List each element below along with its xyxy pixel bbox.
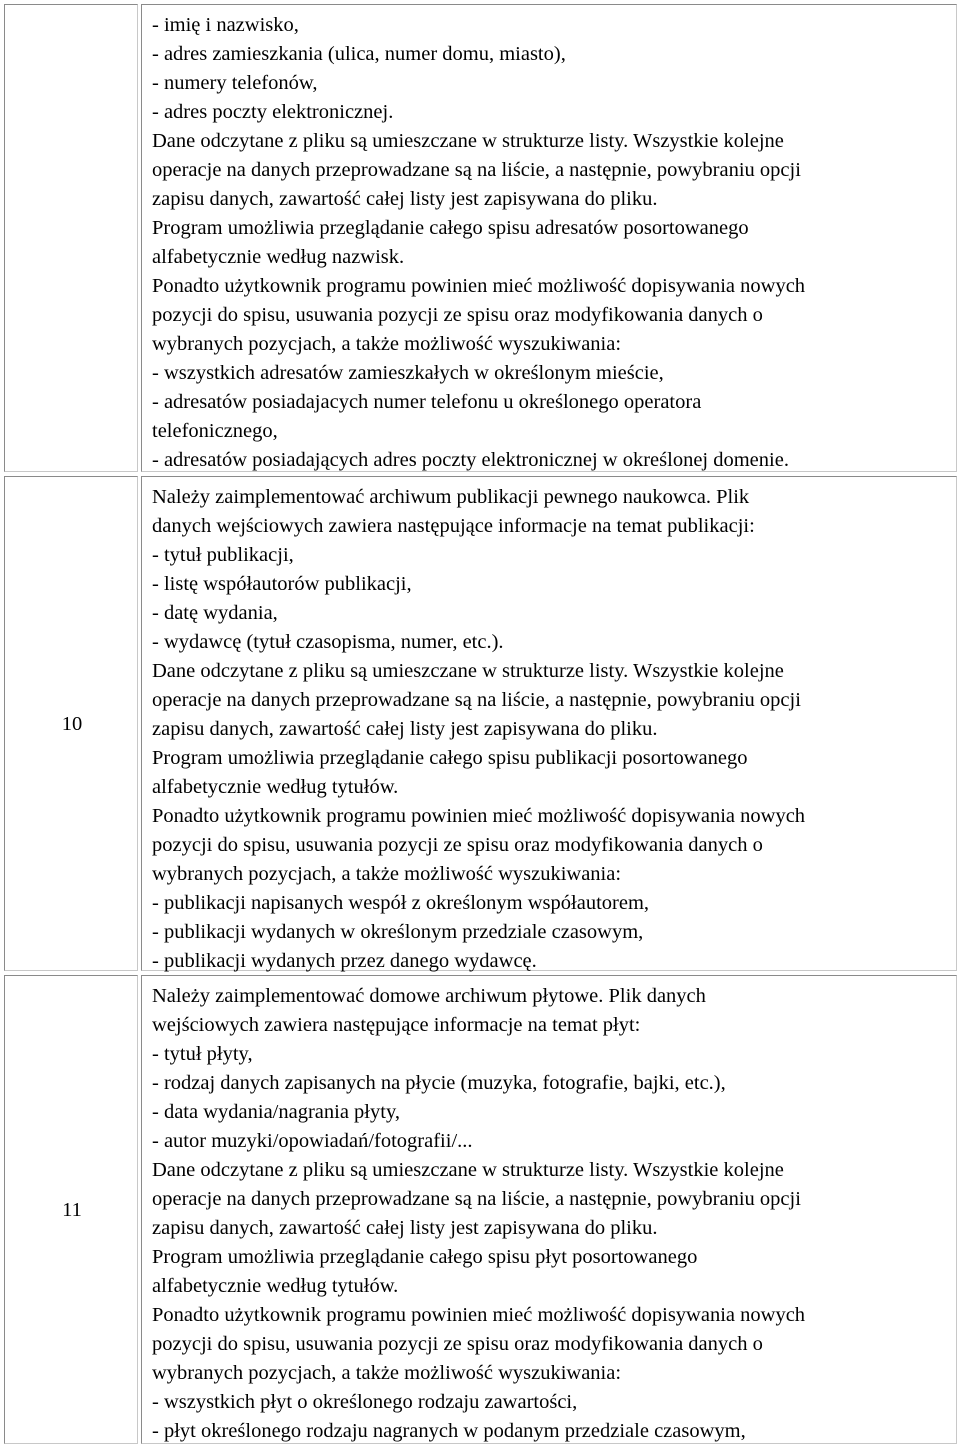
text-line: wybranych pozycjach, a także możliwość wyszukiwania: — [152, 1362, 622, 1384]
table-row — [0, 476, 960, 971]
text-line: wejściowych zawiera następujące informacje na temat płyt: — [152, 1014, 641, 1036]
text-line: pozycji do spisu, usuwania pozycji ze spisu oraz modyfikowania danych o — [152, 304, 763, 326]
text-line: - autor muzyki/opowiadań/fotografii/... — [152, 1130, 473, 1152]
text-line: Należy zaimplementować archiwum publikacji pewnego naukowca. Plik — [152, 486, 750, 508]
text-line: Ponadto użytkownik programu powinien mieć możliwość dopisywania nowych — [152, 805, 806, 827]
text-line: Program umożliwia przeglądanie całego spisu publikacji posortowanego — [152, 747, 748, 769]
text-line: alfabetycznie według tytułów. — [152, 1275, 399, 1297]
text-line: Dane odczytane z pliku są umieszczane w strukturze listy. Wszystkie kolejne — [152, 1159, 784, 1181]
table-row — [0, 4, 960, 472]
table-row — [0, 975, 960, 1444]
row-number: 11 — [62, 1199, 82, 1221]
row-number-cell — [4, 4, 138, 472]
text-line: danych wejściowych zawiera następujące informacje na temat publikacji: — [152, 515, 755, 537]
text-line: Program umożliwia przeglądanie całego spisu adresatów posortowanego — [152, 217, 749, 239]
description-cell — [141, 975, 957, 1444]
description-lines — [152, 483, 805, 976]
text-line: Ponadto użytkownik programu powinien mieć możliwość dopisywania nowych — [152, 1304, 806, 1326]
text-line: Należy zaimplementować domowe archiwum płytowe. Plik danych — [152, 985, 706, 1007]
text-line: operacje na danych przeprowadzane są na liście, a następnie, powybraniu opcji — [152, 1188, 801, 1210]
text-line: - imię i nazwisko, — [152, 14, 299, 36]
text-line: - rodzaj danych zapisanych na płycie (muzyka, fotografie, bajki, etc.), — [152, 1072, 726, 1094]
description-cell — [141, 476, 957, 971]
text-line: - adres poczty elektronicznej. — [152, 101, 394, 123]
text-line: - publikacji napisanych wespół z określonym współautorem, — [152, 892, 650, 914]
text-line: - listę współautorów publikacji, — [152, 573, 412, 595]
text-line: operacje na danych przeprowadzane są na liście, a następnie, powybraniu opcji — [152, 159, 801, 181]
text-line: - adres zamieszkania (ulica, numer domu, miasto), — [152, 43, 566, 65]
text-line: - numery telefonów, — [152, 72, 318, 94]
text-line: operacje na danych przeprowadzane są na liście, a następnie, powybraniu opcji — [152, 689, 801, 711]
text-line: pozycji do spisu, usuwania pozycji ze spisu oraz modyfikowania danych o — [152, 1333, 763, 1355]
text-line: - wszystkich płyt o określonego rodzaju zawartości, — [152, 1391, 578, 1413]
text-line: - data wydania/nagrania płyty, — [152, 1101, 400, 1123]
text-line: - publikacji wydanych w określonym przedziale czasowym, — [152, 921, 644, 943]
text-line: - tytuł płyty, — [152, 1043, 253, 1065]
row-number: 10 — [61, 713, 83, 735]
text-line: - wydawcę (tytuł czasopisma, numer, etc.). — [152, 631, 504, 653]
text-line: - płyt określonego rodzaju nagranych w podanym przedziale czasowym, — [152, 1420, 746, 1442]
text-line: - wszystkich adresatów zamieszkałych w określonym mieście, — [152, 362, 664, 384]
description-lines — [152, 982, 805, 1446]
text-line: pozycji do spisu, usuwania pozycji ze spisu oraz modyfikowania danych o — [152, 834, 763, 856]
text-line: wybranych pozycjach, a także możliwość wyszukiwania: — [152, 863, 622, 885]
text-line: zapisu danych, zawartość całej listy jest zapisywana do pliku. — [152, 188, 658, 210]
text-line: zapisu danych, zawartość całej listy jest zapisywana do pliku. — [152, 718, 658, 740]
row-number-cell — [4, 975, 138, 1444]
text-line: wybranych pozycjach, a także możliwość wyszukiwania: — [152, 333, 622, 355]
description-lines — [152, 11, 805, 475]
text-line: - adresatów posiadajacych numer telefonu u określonego operatora — [152, 391, 702, 413]
text-line: - datę wydania, — [152, 602, 278, 624]
text-line: telefonicznego, — [152, 420, 278, 442]
text-line: Dane odczytane z pliku są umieszczane w strukturze listy. Wszystkie kolejne — [152, 660, 784, 682]
text-line: zapisu danych, zawartość całej listy jest zapisywana do pliku. — [152, 1217, 658, 1239]
text-line: Dane odczytane z pliku są umieszczane w strukturze listy. Wszystkie kolejne — [152, 130, 784, 152]
description-cell — [141, 4, 957, 472]
text-line: - publikacji wydanych przez danego wydawcę. — [152, 950, 537, 972]
text-line: - tytuł publikacji, — [152, 544, 294, 566]
text-line: alfabetycznie według nazwisk. — [152, 246, 405, 268]
text-line: alfabetycznie według tytułów. — [152, 776, 399, 798]
text-line: - adresatów posiadających adres poczty elektronicznej w określonej domenie. — [152, 449, 789, 471]
text-line: Ponadto użytkownik programu powinien mieć możliwość dopisywania nowych — [152, 275, 806, 297]
text-line: Program umożliwia przeglądanie całego spisu płyt posortowanego — [152, 1246, 698, 1268]
row-number-cell — [4, 476, 138, 971]
